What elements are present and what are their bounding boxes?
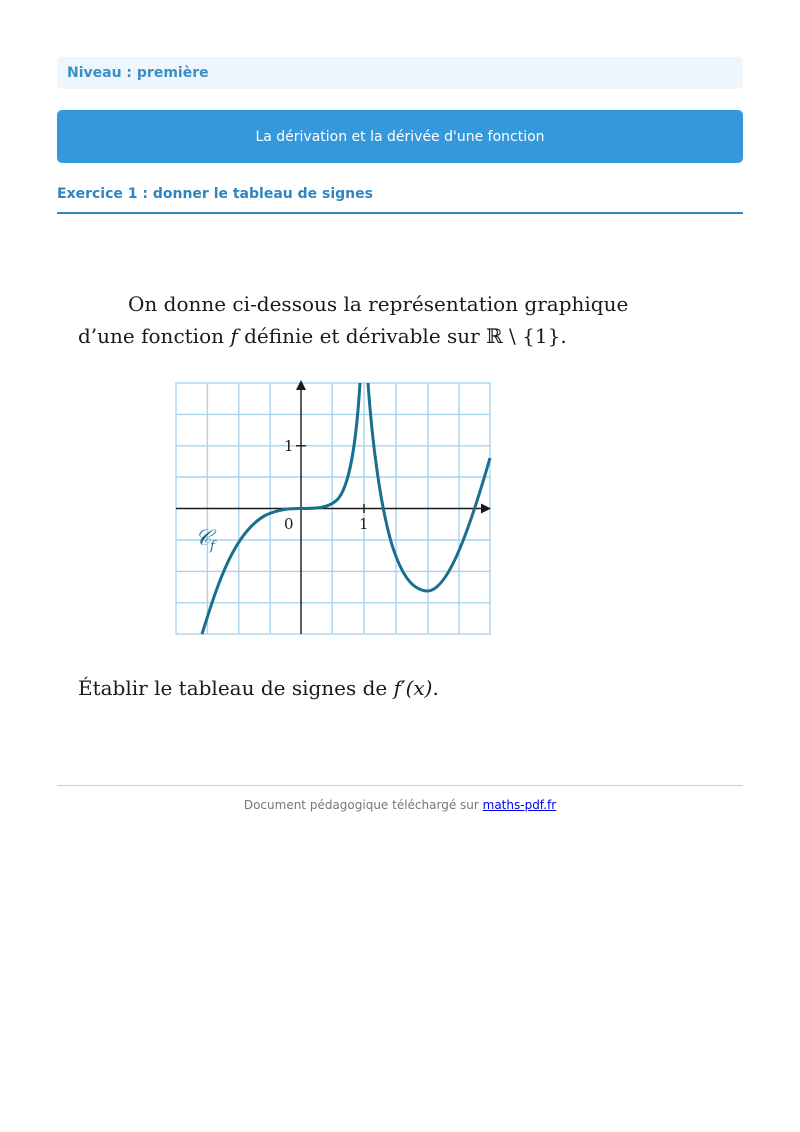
question-period: .	[432, 676, 439, 700]
exercise-statement	[78, 288, 638, 352]
footer-text: Document pédagogique téléchargé sur	[243, 798, 483, 812]
question-text: Établir le tableau de signes de	[78, 676, 394, 700]
level-badge	[57, 57, 743, 89]
y-tick-label: 1	[284, 437, 294, 455]
exercise-divider	[57, 212, 743, 214]
statement-line-2b: définie et dérivable sur ℝ \ {1}.	[237, 324, 567, 348]
derivative-expression: f′(x)	[393, 676, 433, 700]
origin-label: 0	[284, 515, 294, 533]
x-tick-label: 1	[359, 515, 369, 533]
level-label: Niveau : première	[67, 65, 209, 81]
statement-line-1: On donne ci-dessous la représentation graphique	[128, 292, 629, 316]
axes	[176, 387, 486, 634]
footer-divider	[57, 785, 743, 786]
page-title: La dérivation et la dérivée d'une fonction	[255, 128, 545, 145]
page-title-banner	[57, 110, 743, 163]
curve-label: 𝒞	[195, 526, 212, 551]
y-axis-arrow-icon	[296, 380, 306, 390]
footer-link[interactable]: maths-pdf.fr	[482, 798, 557, 812]
curve-label-subscript: f	[210, 539, 215, 554]
exercise-title: Exercice 1 : donner le tableau de signes	[57, 186, 373, 202]
statement-line-2a: d’une fonction	[78, 324, 231, 348]
exercise-question	[78, 672, 638, 704]
footer	[57, 798, 743, 812]
function-name-f: f	[230, 324, 238, 348]
function-graph	[160, 375, 500, 645]
